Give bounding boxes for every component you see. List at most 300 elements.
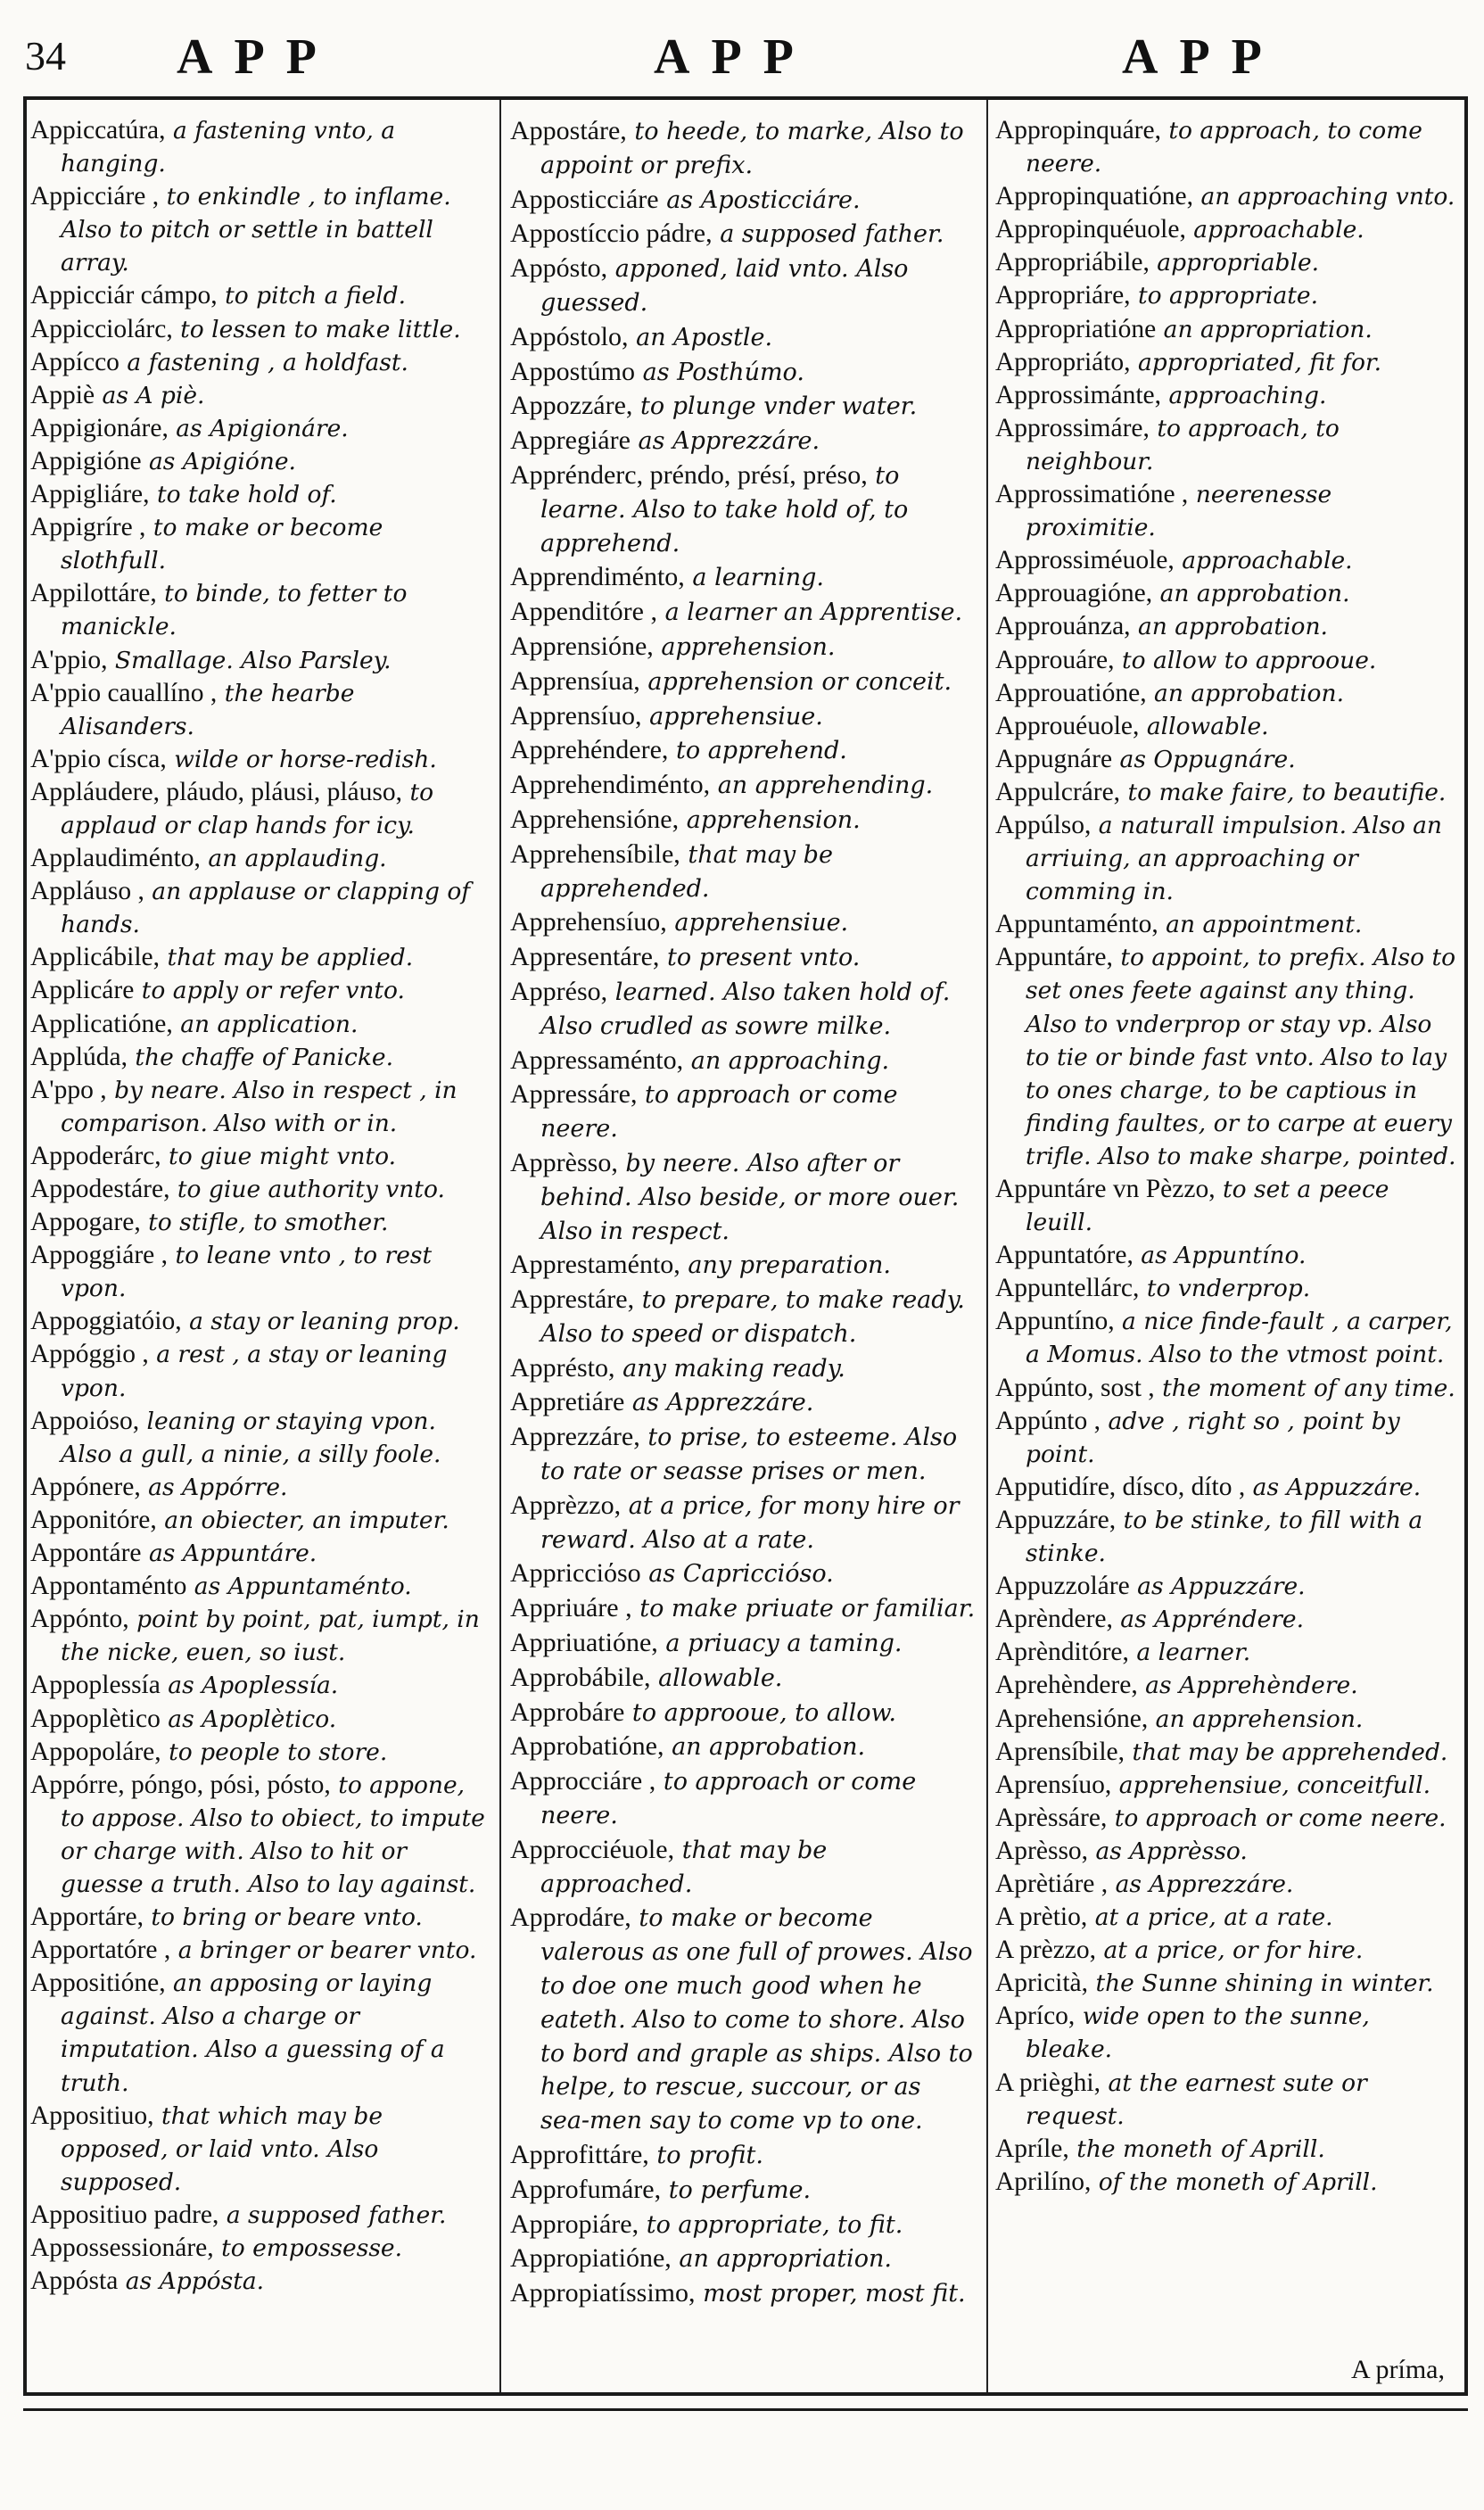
entry-headword: Appontaménto [30, 1572, 187, 1601]
entry-headword: Appriuatióne, [510, 1628, 658, 1658]
dictionary-entry [995, 1603, 1459, 1636]
entry-definition: a naturall impulsion. Also an arriuing, an approaching or comming in. [1026, 811, 1442, 906]
dictionary-entry [995, 1703, 1459, 1736]
entry-headword: Approbáre [510, 1697, 625, 1727]
dictionary-entry [995, 180, 1459, 213]
entry-headword: Approuáre, [995, 645, 1115, 674]
entry-definition: as Appuzzáre. [1137, 1573, 1306, 1601]
entry-definition: at the earnest sute or request. [1026, 2068, 1367, 2130]
entry-definition: as Apprezzáre. [631, 1389, 814, 1417]
entry-headword: Appiccatúra, [30, 116, 166, 144]
dictionary-entry [30, 1305, 491, 1338]
entry-headword: Appropinquáre, [995, 116, 1161, 144]
entry-headword: Appónto, [30, 1605, 129, 1634]
entry-definition: a learner. [1136, 1639, 1251, 1667]
entry-headword: Appositiuo padre, [30, 2200, 219, 2229]
entry-headword: Appréso, [510, 976, 608, 1006]
entry-definition: an approbation. [1159, 580, 1350, 608]
dictionary-entry [510, 630, 977, 665]
dictionary-entry [510, 1248, 977, 1283]
entry-definition: to appoint, to prefix. Also to set ones feete against any thing. Also to vnderprop or stay vp. Also to tie or binde fast vnto. Also to lay to ones charge, to be captious in finding faultes, or to carpe at euery trifle. Also to make sharpe, pointed. [1026, 944, 1456, 1170]
dictionary-entry [995, 213, 1459, 246]
entry-definition: as Appuntáre. [148, 1540, 317, 1568]
entry-definition: as Appuntaménto. [194, 1573, 412, 1601]
entry-definition: an applause or clapping of hands. [61, 878, 471, 939]
dictionary-entry [995, 313, 1459, 346]
dictionary-entry [30, 1736, 491, 1769]
entry-headword: Aprilíno, [995, 2167, 1092, 2196]
entry-headword: Approuéuole, [995, 711, 1140, 740]
entry-definition: the moment of any time. [1162, 1374, 1455, 1402]
entry-headword: Appropiatíssimo, [510, 2278, 696, 2308]
entry-definition: an applauding. [208, 845, 387, 873]
entry-definition: apprehensiue. [674, 909, 849, 937]
entry-definition: to approoue, to allow. [631, 1698, 896, 1727]
entry-headword: Appigionáre, [30, 413, 169, 442]
entry-headword: Approssiméuole, [995, 546, 1175, 575]
entry-headword: Approbábile, [510, 1662, 651, 1692]
entry-headword: Appropriatióne [995, 314, 1157, 343]
entry-definition: a bringer or bearer vnto. [177, 1936, 477, 1965]
dictionary-entry [30, 412, 491, 445]
entry-headword: Appuzzáre, [995, 1505, 1117, 1534]
dictionary-entry [30, 1206, 491, 1239]
entry-headword: Apputidíre, dísco, díto , [995, 1472, 1246, 1501]
dictionary-entry [30, 379, 491, 412]
entry-headword: Apprendiménto, [510, 562, 685, 592]
entry-definition: neerenesse proximitie. [1026, 481, 1332, 542]
entry-definition: wilde or horse-redish. [174, 745, 437, 773]
page-header [25, 20, 1461, 85]
entry-definition: as Oppugnáre. [1119, 745, 1296, 773]
entry-headword: Appoplessía [30, 1671, 161, 1700]
entry-headword: Aprètiáre , [995, 1869, 1109, 1898]
entry-definition: as Apprezzáre. [638, 427, 820, 456]
entry-definition: to stifle, to smother. [148, 1209, 389, 1237]
entry-headword: Appicciáre , [30, 182, 160, 211]
entry-definition: apprehension. [686, 805, 861, 834]
dictionary-entry [30, 180, 491, 279]
dictionary-entry [30, 2100, 491, 2199]
entry-headword: Appropriáto, [995, 347, 1131, 376]
dictionary-entry [30, 445, 491, 478]
dictionary-entry [995, 776, 1459, 809]
entry-headword: A'ppio, [30, 645, 108, 674]
entry-definition: a learner an Apprentise. [664, 599, 963, 627]
dictionary-entry [30, 2199, 491, 2232]
dictionary-entry [995, 279, 1459, 312]
dictionary-entry [30, 842, 491, 875]
dictionary-entry [510, 699, 977, 734]
dictionary-entry [30, 941, 491, 974]
entry-headword: Aprèndere, [995, 1605, 1113, 1634]
entry-definition: to perfume. [668, 2176, 812, 2204]
entry-definition: as A piè. [102, 381, 205, 409]
dictionary-entry [995, 1272, 1459, 1305]
entry-headword: Applicatióne, [30, 1009, 173, 1038]
entry-headword: Appugnáre [995, 744, 1113, 773]
dictionary-entry [510, 733, 977, 768]
entry-headword: Appostíccio pádre, [510, 219, 713, 249]
dictionary-entry [995, 677, 1459, 710]
entry-definition: as Apoplessía. [168, 1672, 339, 1700]
entry-definition: a supposed father. [226, 2200, 447, 2229]
dictionary-entry [30, 1173, 491, 1206]
entry-headword: Apricità, [995, 1969, 1089, 1998]
entry-headword: Apprehéndere, [510, 735, 669, 765]
entry-headword: A'ppio císca, [30, 744, 167, 773]
dictionary-entry [510, 1044, 977, 1078]
entry-definition: wide open to the sunne, bleake. [1026, 2002, 1370, 2064]
entry-definition: the moneth of Aprill. [1076, 2134, 1325, 2163]
dictionary-entry [510, 252, 977, 320]
dictionary-entry [995, 1570, 1459, 1603]
entry-headword: Applicáre [30, 976, 135, 1005]
entry-headword: Appropinquatióne, [995, 182, 1194, 211]
dictionary-entry [995, 1769, 1459, 1802]
entry-definition: to pitch a field. [225, 282, 407, 310]
dictionary-entry [510, 560, 977, 595]
entry-headword: Appropiáre, [510, 2209, 639, 2239]
entry-headword: Appostáre, [510, 116, 627, 145]
entry-definition: the Sunne shining in winter. [1095, 1969, 1434, 1998]
dictionary-entry [30, 2265, 491, 2298]
entry-headword: Appricciόso [510, 1558, 641, 1589]
entry-headword: Appórre, póngo, pósi, pósto, [30, 1770, 331, 1799]
entry-definition: to profit. [656, 2142, 763, 2170]
entry-headword: Appulcráre, [995, 777, 1121, 806]
entry-definition: to people to store. [169, 1738, 388, 1766]
entry-column-middle [510, 114, 977, 2311]
page-number: 34 [25, 33, 66, 78]
dictionary-entry [30, 313, 491, 346]
entry-headword: Appoderárc, [30, 1141, 161, 1170]
entry-definition: to appone, to appose. Also to obiect, to impute or charge with. Also to hit or guesse a truth. Also to lay against. [61, 1771, 485, 1898]
entry-headword: Aprensíbile, [995, 1737, 1125, 1766]
dictionary-entry [510, 665, 977, 699]
entry-headword: Approbatióne, [510, 1731, 664, 1762]
dictionary-entry [995, 2000, 1459, 2066]
entry-definition: to bring or beare vnto. [151, 1903, 423, 1932]
entry-definition: to set a peece leuill. [1026, 1176, 1389, 1237]
dictionary-entry [510, 458, 977, 560]
entry-definition: to approach, to come neere. [1026, 117, 1422, 178]
entry-definition: to appropriate, to fit. [646, 2210, 903, 2239]
entry-definition: to learne. Also to take hold of, to apprehend. [540, 461, 909, 557]
entry-headword: Apprezzáre, [510, 1422, 640, 1452]
entry-headword: Approuagióne, [995, 579, 1153, 608]
entry-headword: Apprehensíuo, [510, 907, 667, 937]
entry-headword: Appláudere, pláudo, pláusi, pláuso, [30, 777, 403, 806]
entry-headword: Approssimánte, [995, 380, 1161, 409]
dictionary-entry [510, 1591, 977, 1626]
entry-headword: Apprestáre, [510, 1284, 635, 1315]
dictionary-entry [30, 1405, 491, 1471]
dictionary-entry [30, 1901, 491, 1934]
entry-definition: to giue might vnto. [169, 1142, 396, 1170]
entry-headword: Appiè [30, 380, 95, 409]
dictionary-entry [30, 776, 491, 842]
dictionary-entry [30, 1008, 491, 1041]
entry-headword: Appúnto, sost , [995, 1373, 1155, 1402]
entry-definition: the chaffe of Panicke. [135, 1043, 393, 1071]
dictionary-entry [30, 1504, 491, 1537]
entry-definition: a priuacy a taming. [665, 1630, 903, 1658]
entry-definition: Smallage. Also Parsley. [114, 646, 392, 674]
entry-headword: Appontáre [30, 1539, 142, 1568]
entry-definition: of the moneth of Aprill. [1098, 2167, 1378, 2196]
dictionary-entry [995, 1372, 1459, 1405]
entry-headword: Approfittáre, [510, 2140, 649, 2170]
entry-headword: Appressáre, [510, 1079, 638, 1110]
entry-definition: to be stinke, to fill with a stinke. [1026, 1506, 1423, 1568]
dictionary-entry [30, 875, 491, 941]
entry-headword: Apprèzzo, [510, 1490, 622, 1520]
dictionary-entry [995, 1934, 1459, 1967]
dictionary-entry [510, 1730, 977, 1764]
entry-definition: as Appuntíno. [1141, 1242, 1307, 1270]
entry-headword: Appuntáre vn Pèzzo, [995, 1175, 1216, 1203]
dictionary-entry [995, 1305, 1459, 1371]
dictionary-entry [30, 1769, 491, 1901]
entry-headword: Apprensióne, [510, 631, 654, 661]
entry-headword: Appogare, [30, 1208, 141, 1237]
dictionary-entry [995, 1901, 1459, 1934]
entry-headword: Apprèsso, [510, 1147, 618, 1177]
dictionary-entry [510, 2276, 977, 2311]
dictionary-entry [995, 809, 1459, 908]
entry-headword: Appozzáre, [510, 391, 633, 421]
dictionary-entry [995, 1835, 1459, 1868]
entry-headword: Appuntíno, [995, 1307, 1115, 1336]
entry-definition: to heede, to marke, Also to appoint or prefix. [540, 118, 964, 179]
dictionary-entry [510, 975, 977, 1044]
entry-headword: Appropriáre, [995, 281, 1131, 310]
entry-headword: Appúnto , [995, 1406, 1101, 1435]
dictionary-entry [30, 346, 491, 379]
entry-definition: to approach or come neere. [1114, 1804, 1447, 1832]
dictionary-entry [510, 1351, 977, 1386]
entry-definition: an approaching. [690, 1046, 890, 1075]
entry-headword: Appenditóre , [510, 597, 657, 627]
entry-headword: Apposticciáre [510, 184, 659, 214]
dictionary-entry [510, 2208, 977, 2242]
entry-definition: a rest , a stay or leaning vpon. [61, 1341, 448, 1402]
entry-headword: Appopoláre, [30, 1737, 161, 1766]
entry-headword: Appilottáre, [30, 579, 157, 608]
running-head-center: APP [654, 29, 815, 85]
dictionary-entry [510, 183, 977, 218]
entry-headword: Approfumáre, [510, 2174, 662, 2204]
dictionary-entry [995, 114, 1459, 180]
entry-headword: Approcciéuole, [510, 1834, 675, 1864]
dictionary-entry [510, 320, 977, 355]
entry-headword: Appóstolo, [510, 321, 629, 351]
entry-definition: appropriated, fit for. [1138, 348, 1382, 376]
entry-definition: a fastening vnto, a hanging. [61, 117, 396, 178]
dictionary-entry [510, 1661, 977, 1696]
entry-definition: adve , right so , point by point. [1026, 1407, 1400, 1468]
entry-definition: to make or become valerous as one full of prowes. Also to doe one much good when he eateth. Also to come to shore. Also to bord and graple as ships. Also to helpe, to rescue, succour, or as sea-men say to come vp to one. [540, 1904, 973, 2135]
dictionary-entry [995, 346, 1459, 379]
dictionary-entry [995, 412, 1459, 478]
entry-definition: to make or become slothfull. [61, 514, 383, 575]
dictionary-entry [30, 1041, 491, 1074]
dictionary-entry [995, 610, 1459, 643]
entry-headword: Apportatóre , [30, 1936, 171, 1965]
dictionary-entry [510, 389, 977, 424]
entry-headword: Appuntellárc, [995, 1274, 1140, 1303]
entry-headword: Approdáre, [510, 1903, 631, 1933]
entry-definition: as Apigionáre. [176, 414, 349, 442]
entry-definition: learned. Also taken hold of. Also crudled as sowre milke. [540, 978, 951, 1040]
entry-headword: Appossessionáre, [30, 2233, 214, 2262]
entry-headword: A'ppo , [30, 1075, 107, 1104]
dictionary-entry [30, 1967, 491, 2099]
entry-headword: Aprènditóre, [995, 1638, 1129, 1667]
entry-headword: Appropiatióne, [510, 2243, 672, 2274]
entry-headword: A prièghi, [995, 2068, 1101, 2097]
entry-headword: Aprèsso, [995, 1836, 1089, 1865]
entry-definition: allowable. [1146, 712, 1269, 740]
entry-headword: Appúlso, [995, 810, 1092, 839]
dictionary-entry [510, 1385, 977, 1420]
entry-definition: a stay or leaning prop. [189, 1308, 460, 1336]
dictionary-entry [30, 1140, 491, 1173]
dictionary-entry [995, 908, 1459, 941]
entry-headword: Applúda, [30, 1042, 128, 1071]
entry-definition: to appropriate. [1137, 282, 1319, 310]
entry-definition: to approach or come neere. [540, 1768, 917, 1830]
entry-headword: Appropriábile, [995, 248, 1150, 277]
entry-headword: Apportáre, [30, 1903, 144, 1932]
dictionary-entry [995, 577, 1459, 610]
entry-headword: Appositiuo, [30, 2101, 154, 2130]
dictionary-entry [510, 905, 977, 940]
dictionary-entry [30, 1239, 491, 1305]
dictionary-entry [995, 1669, 1459, 1702]
dictionary-entry [30, 974, 491, 1007]
entry-definition: as Apigióne. [148, 447, 296, 475]
entry-definition: to take hold of. [156, 481, 337, 509]
dictionary-entry [510, 1283, 977, 1351]
dictionary-entry [30, 1603, 491, 1669]
entry-headword: Approuánza, [995, 612, 1131, 641]
entry-headword: Apprehensíbile, [510, 838, 680, 869]
entry-definition: an apprehending. [717, 772, 934, 800]
entry-definition: that may be applied. [167, 944, 414, 972]
entry-definition: as Aposticciáre. [666, 186, 861, 214]
entry-definition: apponed, laid vnto. Also guessed. [540, 255, 909, 317]
dictionary-entry [995, 1471, 1459, 1504]
dictionary-entry [510, 1077, 977, 1146]
dictionary-entry [510, 114, 977, 183]
dictionary-entry [30, 279, 491, 312]
running-head-left: APP [177, 29, 338, 85]
entry-headword: Appuntatóre, [995, 1241, 1134, 1270]
dictionary-entry [30, 1338, 491, 1404]
entry-headword: Appodestáre, [30, 1175, 170, 1203]
column-divider [986, 100, 988, 2392]
entry-headword: Apprésto, [510, 1352, 615, 1383]
dictionary-entry [510, 1489, 977, 1557]
dictionary-entry [510, 1696, 977, 1730]
dictionary-entry [510, 217, 977, 252]
dictionary-entry [30, 644, 491, 677]
entry-definition: an approaching vnto. [1200, 183, 1455, 211]
entry-headword: Approuatióne, [995, 678, 1147, 707]
entry-definition: that may be approached. [540, 1836, 828, 1898]
entry-headword: Appigríre , [30, 513, 146, 542]
dictionary-entry [510, 838, 977, 906]
entry-headword: Apprénderc, préndo, présí, préso, [510, 459, 868, 490]
dictionary-entry [995, 1868, 1459, 1901]
dictionary-entry [995, 2133, 1459, 2166]
entry-definition: leaning or staying vpon. Also a gull, a ninie, a silly foole. [61, 1407, 441, 1468]
running-head-right: APP [1122, 29, 1283, 85]
dictionary-entry [510, 1556, 977, 1591]
entry-definition: to lessen to make little. [180, 315, 461, 343]
entry-headword: Aprensíuo, [995, 1770, 1112, 1799]
dictionary-entry [510, 2242, 977, 2276]
entry-definition: a fastening , a holdfast. [127, 348, 408, 376]
dictionary-entry [510, 595, 977, 630]
entry-headword: Appropinquéuole, [995, 215, 1186, 244]
entry-definition: an apprehension. [1155, 1705, 1364, 1733]
entry-headword: Apprensíuo, [510, 700, 642, 731]
dictionary-entry [30, 2232, 491, 2265]
dictionary-entry [995, 1504, 1459, 1570]
entry-headword: Appláuso , [30, 877, 144, 906]
entry-definition: apprehensiue. [649, 702, 823, 731]
entry-headword: Appicciolárc, [30, 314, 173, 343]
dictionary-entry [995, 743, 1459, 776]
entry-headword: Aprehensióne, [995, 1704, 1149, 1733]
entry-definition: at a price, at a rate. [1094, 1903, 1333, 1932]
entry-definition: apprehension. [661, 632, 836, 661]
entry-definition: to empossesse. [221, 2234, 403, 2262]
entry-headword: Appostúmo [510, 356, 636, 386]
dictionary-entry [30, 743, 491, 776]
entry-headword: Applicábile, [30, 943, 160, 972]
entry-headword: Apprensíua, [510, 665, 640, 696]
entry-definition: to apprehend. [676, 737, 847, 765]
dictionary-entry [995, 2067, 1459, 2133]
entry-headword: Applaudiménto, [30, 844, 201, 873]
entry-definition: that which may be opposed, or laid vnto. Also supposed. [61, 2101, 383, 2196]
entry-definition: to plunge vnder water. [640, 392, 918, 421]
entry-definition: an apposing or laying against. Also a charge or imputation. Also a guessing of a truth. [61, 1969, 445, 2097]
dictionary-entry [510, 803, 977, 838]
entry-definition: approaching. [1168, 381, 1327, 409]
entry-definition: to present vnto. [667, 944, 861, 972]
entry-definition: an approbation. [1154, 679, 1345, 707]
dictionary-entry [510, 355, 977, 390]
entry-headword: Appósta [30, 2266, 119, 2296]
dictionary-entry [995, 246, 1459, 279]
dictionary-entry [510, 1764, 977, 1833]
dictionary-entry [995, 1636, 1459, 1669]
dictionary-entry [995, 478, 1459, 544]
entry-definition: most proper, most fit. [703, 2280, 966, 2308]
entry-definition: as Posthúmo. [642, 358, 804, 386]
entry-definition: by neere. Also after or behind. Also beside, or more ouer. Also in respect. [540, 1149, 960, 1245]
entry-definition: apprehensiue, conceitfull. [1118, 1771, 1431, 1799]
entry-headword: Aprèssáre, [995, 1803, 1108, 1832]
dictionary-entry [30, 511, 491, 577]
entry-headword: Appigióne [30, 446, 142, 475]
dictionary-entry [510, 1146, 977, 1248]
